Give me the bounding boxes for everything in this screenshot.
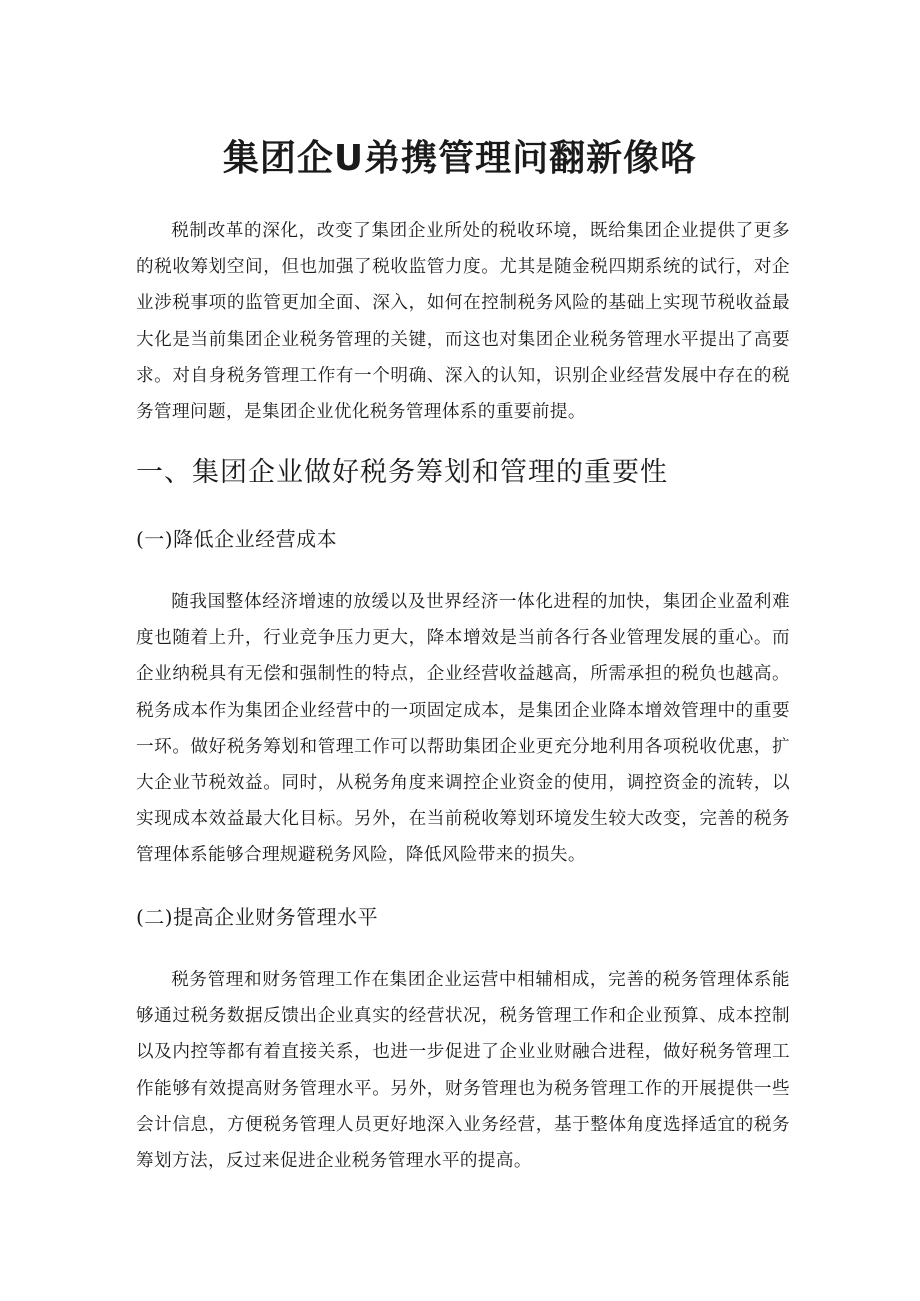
- subsection-2-paragraph: 税务管理和财务管理工作在集团企业运营中相辅相成，完善的税务管理体系能够通过税务数据反馈出企业真实的经营状况，税务管理工作和企业预算、成本控制以及内控等都有着直接关系，也进一步促进了企业业财融合进程，做好税务管理工作能够有效提高财务管理水平。另外，财务管理也为税务管理工作的开展提供一些会计信息，方便税务管理人员更好地深入业务经营，基于整体角度选择适宜的税务筹划方法，反过来促进企业税务管理水平的提高。: [136, 970, 790, 1172]
- subsection-1-paragraph: 随我国整体经济增速的放缓以及世界经济一体化进程的加快，集团企业盈利难度也随着上升，行业竞争压力更大，降本增效是当前各行各业管理发展的重心。而企业纳税具有无偿和强制性的特点，企业经营收益越高，所需承担的税负也越高。税务成本作为集团企业经营中的一项固定成本，是集团企业降本增效管理中的重要一环。做好税务筹划和管理工作可以帮助集团企业更充分地利用各项税收优惠，扩大企业节税效益。同时，从税务角度来调控企业资金的使用，调控资金的流转，以实现成本效益最大化目标。另外，在当前税收筹划环境发生较大改变，完善的税务管理体系能够合理规避税务风险，降低风险带来的损失。: [136, 592, 790, 866]
- subsection-heading-1: (一)降低企业经营成本: [136, 527, 338, 551]
- subsection-heading-2: (二)提高企业财务管理水平: [136, 905, 379, 929]
- intro-paragraph: 税制改革的深化，改变了集团企业所处的税收环境，既给集团企业提供了更多的税收筹划空间，但也加强了税收监管力度。尤其是随金税四期系统的试行，对企业涉税事项的监管更加全面、深入，如何在控制税务风险的基础上实现节税收益最大化是当前集团企业税务管理的关键，而这也对集团企业税务管理水平提出了高要求。对自身税务管理工作有一个明确、深入的认知，识别企业经营发展中存在的税务管理问题，是集团企业优化税务管理体系的重要前提。: [136, 221, 790, 423]
- document-title: 集团企U弟携管理问翻新像咯: [222, 138, 698, 179]
- section-heading-1: 一、集团企业做好税务筹划和管理的重要性: [136, 457, 668, 488]
